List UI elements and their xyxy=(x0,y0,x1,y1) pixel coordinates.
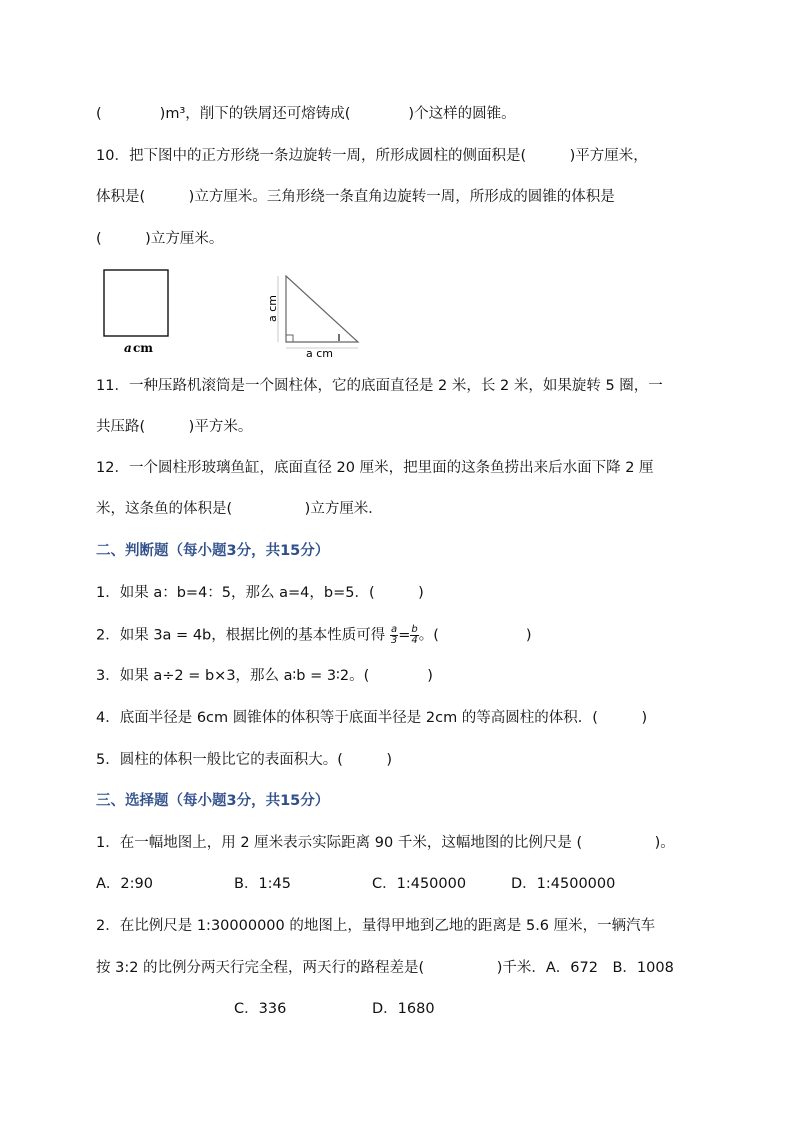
section-2-heading: 二、判断题（每小题3分，共15分） xyxy=(96,543,330,559)
question-12-line-2: 米，这条鱼的体积是( )立方厘米． xyxy=(96,501,383,517)
judge-item-1: 1．如果 a：b=4：5，那么 a=4，b=5．( ) xyxy=(96,585,424,601)
question-10-line-1: 10．把下图中的正方形绕一条边旋转一周，所形成圆柱的侧面积是( )平方厘米， xyxy=(96,148,648,164)
question-10-line-2: 体积是( )立方厘米。三角形绕一条直角边旋转一周，所形成的圆锥的体积是 xyxy=(96,189,615,205)
judge-item-3: 3．如果 a÷2 = b×3，那么 a∶b = 3∶2。( ) xyxy=(96,668,433,684)
choice-2-option-c: C．336 xyxy=(234,1001,287,1017)
question-12-line-1: 12．一个圆柱形玻璃鱼缸，底面直径 20 厘米，把里面的这条鱼捞出来后水面下降 2 厘 xyxy=(96,460,654,476)
continuation-line: ( )m³，削下的铁屑还可熔铸成( )个这样的圆锥。 xyxy=(96,106,516,122)
choice-1-option-a: A．2:90 xyxy=(96,876,153,892)
question-11-line-1: 11．一种压路机滚筒是一个圆柱体，它的底面直径是 2 米，长 2 米，如果旋转 5 圈，一 xyxy=(96,378,663,394)
fraction-a-over-3: $\frac{a}{3}$ xyxy=(390,624,398,646)
choice-2-option-d: D．1680 xyxy=(372,1001,435,1017)
judge-item-2: 2．如果 3a = 4b，根据比例的基本性质可得 $\frac{a}{3}$ = $\frac{b}{4}$ 。( ) xyxy=(96,624,532,646)
right-angle-mark xyxy=(286,335,293,342)
section-3-heading: 三、选择题（每小题3分，共15分） xyxy=(96,793,330,809)
triangle-vertical-label: a cm xyxy=(266,294,279,322)
choice-1-option-d: D．1:4500000 xyxy=(511,876,616,892)
question-11-line-2: 共压路( )平方米。 xyxy=(96,419,253,435)
choice-question-1: 1．在一幅地图上，用 2 厘米表示实际距离 90 千米，这幅地图的比例尺是 ( )。 xyxy=(96,835,675,851)
square-label-unit: cm xyxy=(133,341,154,355)
judge-item-4: 4．底面半径是 6cm 圆锥体的体积等于底面半径是 2cm 的等高圆柱的体积．( ) xyxy=(96,710,648,726)
choice-1-option-c: C．1:450000 xyxy=(372,876,467,892)
choice-1-option-b: B．1:45 xyxy=(234,876,292,892)
geometry-figures xyxy=(96,262,386,362)
square-label-a: a xyxy=(124,341,132,355)
fraction-b-over-4: $\frac{b}{4}$ xyxy=(411,624,418,646)
judge-item-5: 5．圆柱的体积一般比它的表面积大。( ) xyxy=(96,752,393,768)
right-triangle-shape xyxy=(286,276,358,342)
triangle-horizontal-label: a cm xyxy=(306,347,334,360)
question-10-line-3: ( )立方厘米。 xyxy=(96,231,224,247)
choice-question-2-line-1: 2．在比例尺是 1:30000000 的地图上，量得甲地到乙地的距离是 5.6 厘米，一辆汽车 xyxy=(96,918,656,934)
choice-question-2-line-2: 按 3:2 的比例分两天行完全程，两天行的路程差是( )千米．A．672 B．1008 xyxy=(96,960,674,976)
square-shape xyxy=(104,270,168,336)
